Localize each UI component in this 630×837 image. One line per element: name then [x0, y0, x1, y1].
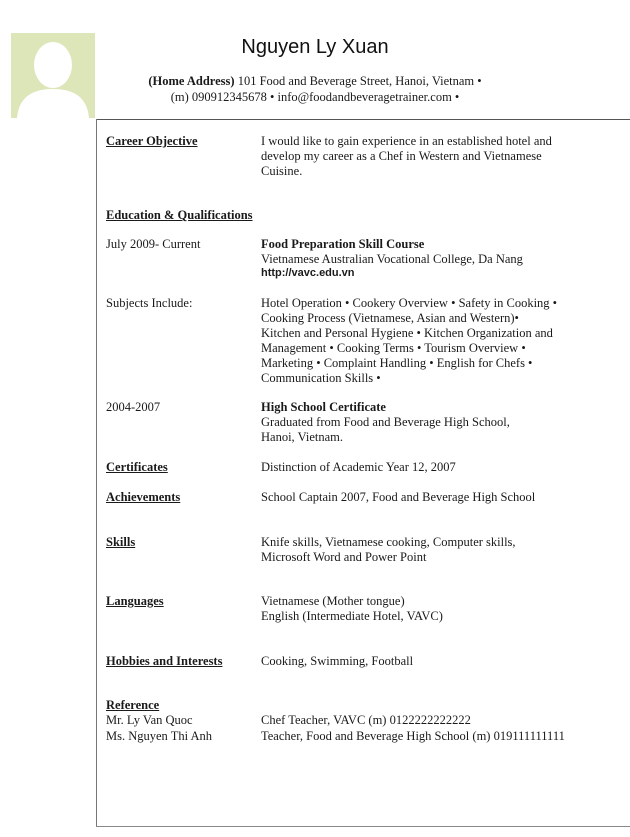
language-line: English (Intermediate Hotel, VAVC) [261, 609, 443, 623]
school-cert-line: Graduated from Food and Beverage High School, [261, 415, 510, 429]
hobbies-text: Cooking, Swimming, Football [261, 654, 414, 668]
objective-line: I would like to gain experience in an established hotel and [261, 134, 552, 148]
subjects-line: Cooking Process (Vietnamese, Asian and Western)• [261, 311, 519, 325]
contact-line: (m) 090912345678 • info@foodandbeveragetrainer.com • [170, 90, 460, 104]
subjects-line: Kitchen and Personal Hygiene • Kitchen Organization and [261, 326, 553, 340]
reference-detail: Chef Teacher, VAVC (m) 0122222222222 [261, 713, 471, 727]
language-line: Vietnamese (Mother tongue) [261, 594, 405, 608]
objective-line: develop my career as a Chef in Western and Vietnamese [261, 149, 542, 163]
section-heading-achievements: Achievements [106, 490, 181, 504]
skills-text [261, 535, 516, 565]
objective-text [261, 134, 552, 179]
section-heading-objective: Career Objective [106, 134, 198, 148]
reference-name: Mr. Ly Van Quoc [106, 713, 193, 727]
objective-line: Cuisine. [261, 164, 303, 178]
section-heading-hobbies: Hobbies and Interests [106, 654, 223, 668]
course-title: Food Preparation Skill Course [261, 237, 425, 251]
section-heading-reference: Reference [106, 698, 160, 712]
subjects-line: Marketing • Complaint Handling • English for Chefs • [261, 356, 533, 370]
subjects-line: Management • Cooking Terms • Tourism Overview • [261, 341, 526, 355]
section-heading-certificates: Certificates [106, 460, 168, 474]
bottom-divider [96, 826, 630, 827]
section-heading-languages: Languages [106, 594, 164, 608]
skills-line: Microsoft Word and Power Point [261, 550, 427, 564]
section-heading-education: Education & Qualifications [106, 208, 253, 222]
achievements-text: School Captain 2007, Food and Beverage High School [261, 490, 536, 504]
candidate-name: Nguyen Ly Xuan [241, 36, 389, 58]
school-date: 2004-2007 [106, 400, 161, 414]
school-cert-detail [261, 415, 510, 445]
subjects-label: Subjects Include: [106, 296, 193, 310]
address-line [0, 74, 630, 89]
subjects-line: Hotel Operation • Cookery Overview • Safety in Cooking • [261, 296, 558, 310]
course-school: Vietnamese Australian Vocational College, Da Nang [261, 252, 523, 266]
school-cert-title: High School Certificate [261, 400, 386, 414]
address-value: 101 Food and Beverage Street, Hanoi, Vietnam • [237, 74, 482, 88]
certificates-text: Distinction of Academic Year 12, 2007 [261, 460, 456, 474]
left-margin-rule [96, 119, 97, 827]
college-website-link[interactable]: http://vavc.edu.vn [261, 267, 355, 279]
subjects-list [261, 296, 557, 386]
course-date: July 2009- Current [106, 237, 201, 251]
header-divider [96, 119, 630, 120]
reference-name: Ms. Nguyen Thi Anh [106, 729, 213, 743]
skills-line: Knife skills, Vietnamese cooking, Computer skills, [261, 535, 516, 549]
subjects-line: Communication Skills • [261, 371, 381, 385]
languages-text [261, 594, 443, 624]
address-label: (Home Address) [148, 74, 235, 88]
section-heading-skills: Skills [106, 535, 136, 549]
reference-detail: Teacher, Food and Beverage High School (m) 019111111111 [261, 729, 565, 743]
school-cert-line: Hanoi, Vietnam. [261, 430, 343, 444]
